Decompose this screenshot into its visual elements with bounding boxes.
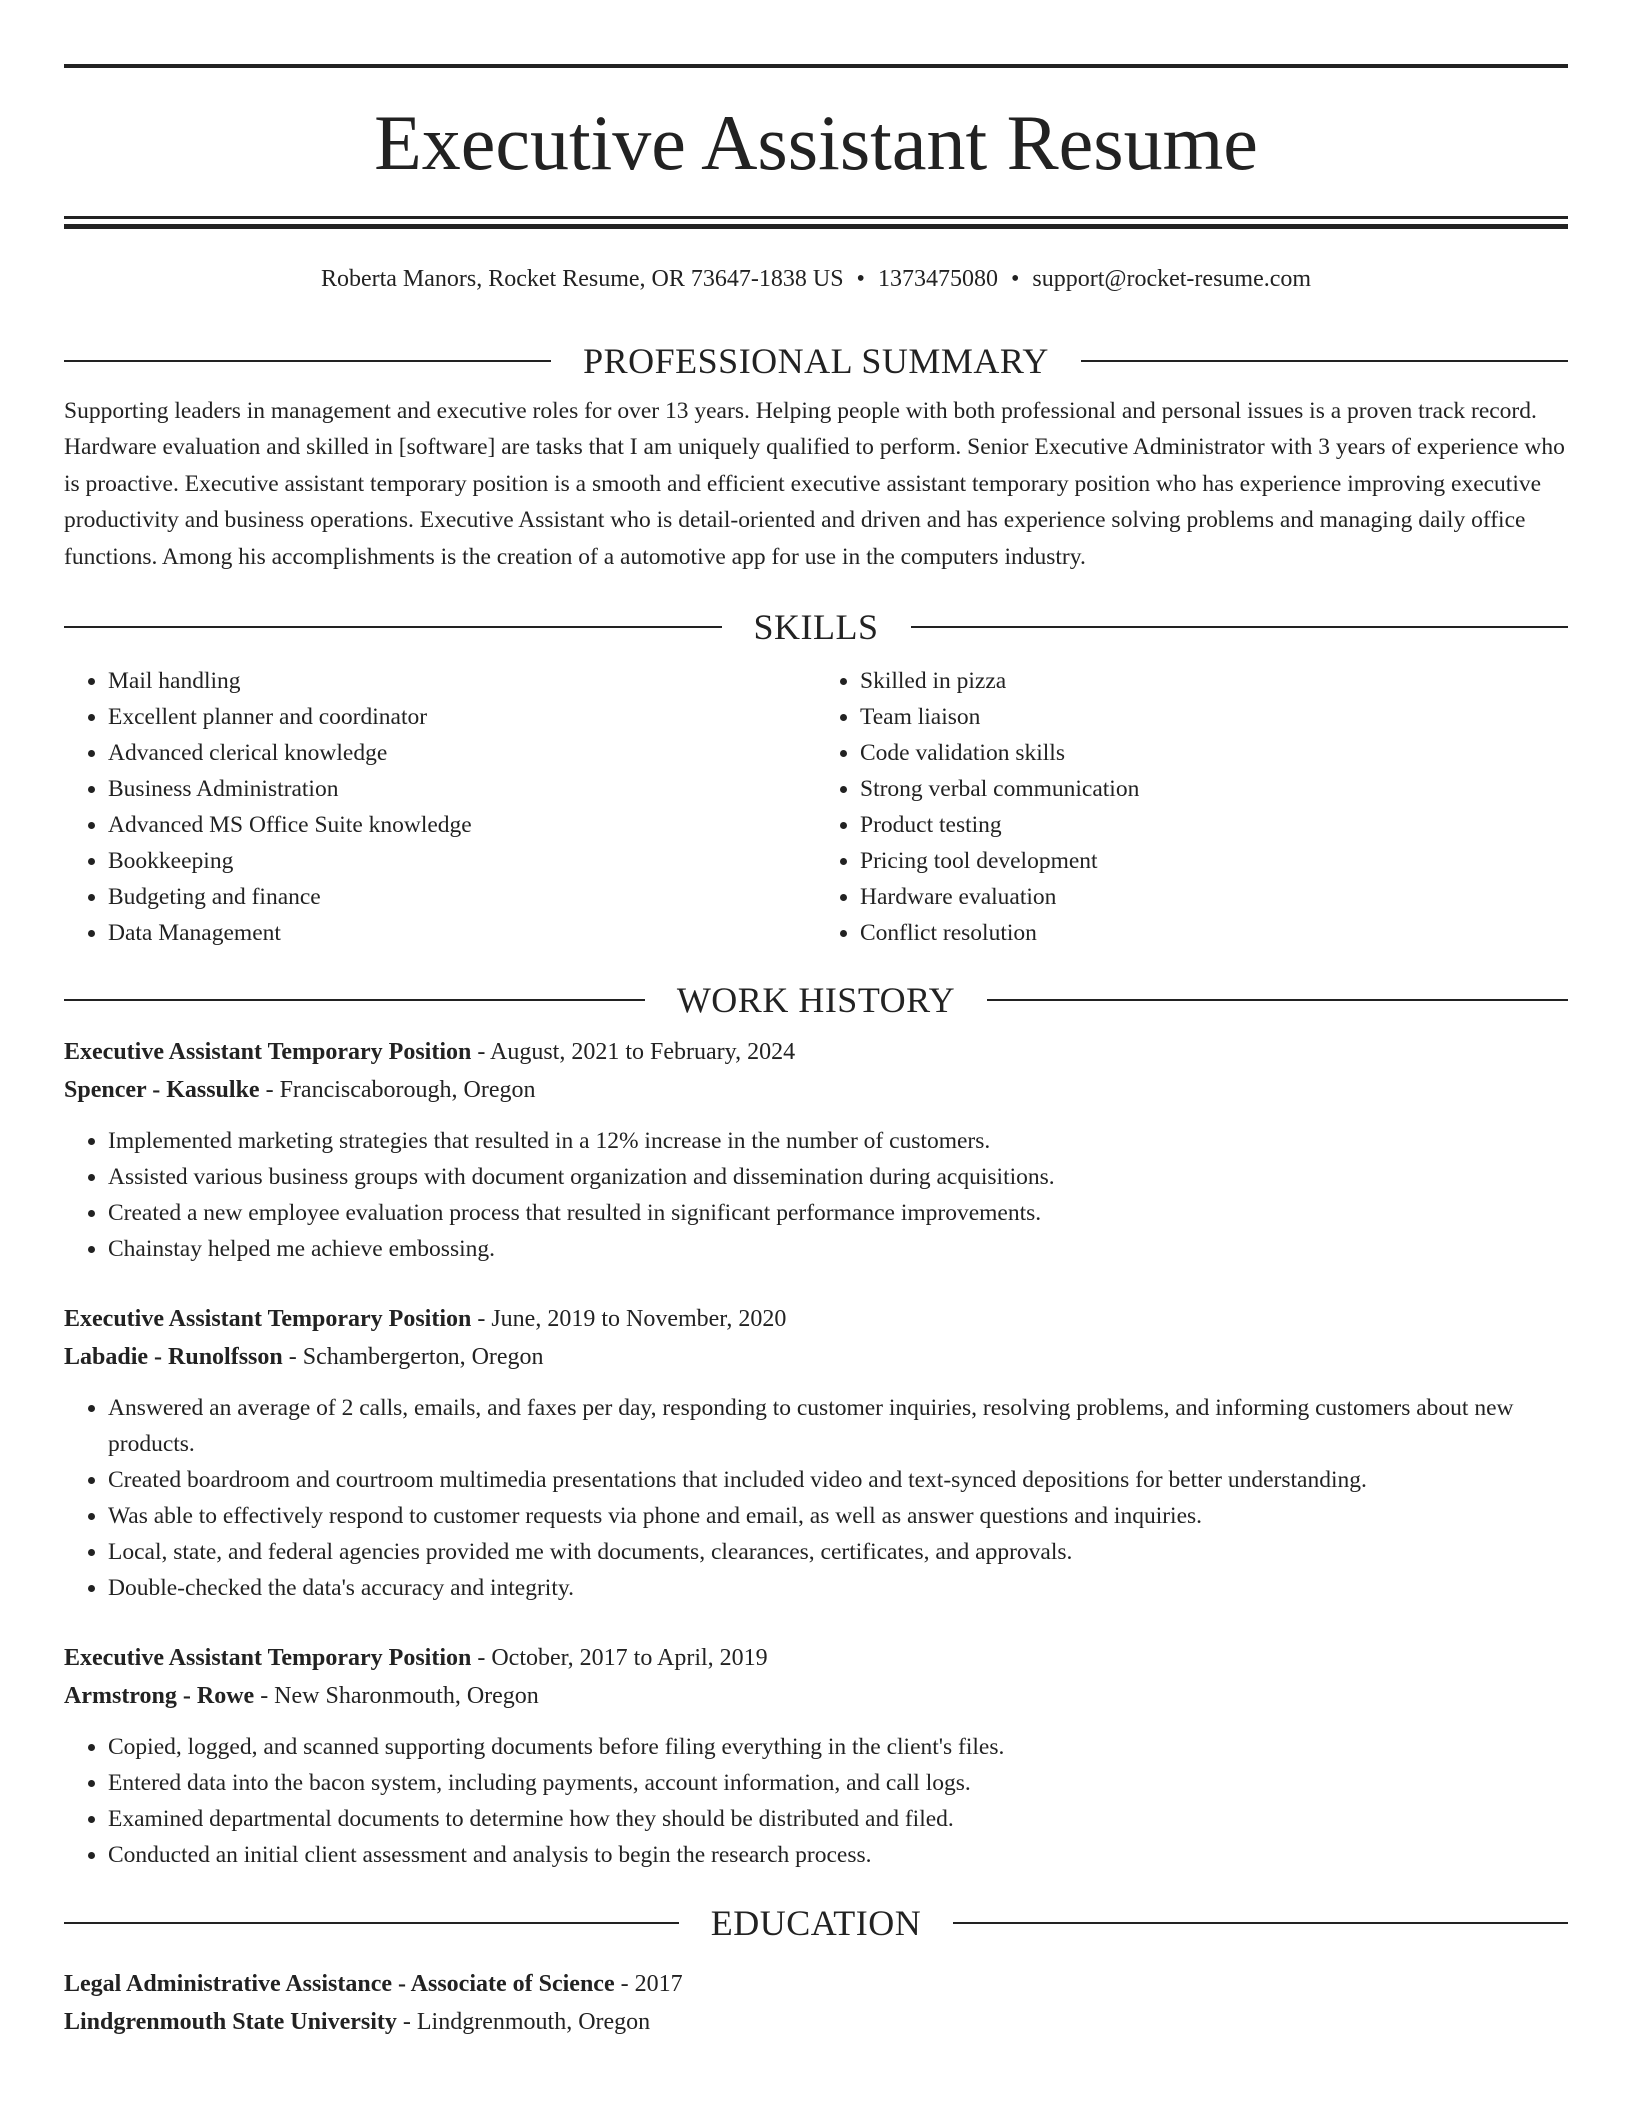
skill-item: • Pricing tool development <box>860 843 1568 879</box>
job-bullet: • Entered data into the bacon system, including payments, account information, and call logs. <box>108 1765 1568 1801</box>
job-entry <box>64 1639 1568 1873</box>
job-title: Executive Assistant Temporary Position <box>64 1645 472 1672</box>
education-entry <box>64 1965 1568 2041</box>
job-bullet: • Examined departmental documents to determine how they should be distributed and filed. <box>108 1801 1568 1837</box>
job-bullet: • Answered an average of 2 calls, emails, and faxes per day, responding to customer inquiries, resolving problems, and informing customers about new products. <box>108 1390 1568 1462</box>
job-company: Armstrong - Rowe <box>64 1683 255 1710</box>
education-heading-label: EDUCATION <box>710 1903 922 1944</box>
job-bullets <box>64 1729 1568 1873</box>
skill-item: • Mail handling <box>108 663 816 699</box>
job-company-line <box>64 1071 1568 1109</box>
heading-rule-left <box>64 626 722 628</box>
education-year: - 2017 <box>614 1971 683 1998</box>
summary-paragraph: Supporting leaders in management and executive roles for over 13 years. Helping people with both professional and personal issues is a proven track record. Hardware evaluation and skilled in [software] are tasks that I am uniquely qualified to perform. Senior Executive Administrator with 3 years of experience who is proactive. Executive assistant temporary position is a smooth and efficient executive assistant temporary position who has experience improving executive productivity and business operations. Executive Assistant who is detail-oriented and driven and has experience solving problems and managing daily office functions. Among his accomplishments is the creation of a automotive app for use in the computers industry. <box>64 397 1565 570</box>
job-title-line <box>64 1300 1568 1338</box>
job-location: - Franciscaborough, Oregon <box>259 1077 536 1104</box>
education-location: - Lindgrenmouth, Oregon <box>396 2009 651 2036</box>
job-bullets <box>64 1390 1568 1606</box>
job-entry <box>64 1300 1568 1606</box>
skills-list-right <box>816 663 1568 951</box>
contact-line <box>64 265 1568 294</box>
heading-rule-right <box>1081 360 1568 362</box>
education-school-line <box>64 2003 1568 2041</box>
work-section-heading <box>64 980 1568 1020</box>
job-dates: - June, 2019 to November, 2020 <box>471 1306 787 1333</box>
job-dates: - October, 2017 to April, 2019 <box>471 1645 768 1672</box>
education-school: Lindgrenmouth State University <box>64 2009 397 2036</box>
job-title: Executive Assistant Temporary Position <box>64 1306 472 1333</box>
heading-rule-right <box>953 1922 1568 1924</box>
skill-item: • Bookkeeping <box>108 843 816 879</box>
skill-item: • Excellent planner and coordinator <box>108 699 816 735</box>
job-company-line <box>64 1677 1568 1715</box>
work-heading-label: WORK HISTORY <box>676 980 956 1021</box>
education-section-heading <box>64 1903 1568 1943</box>
skills-list-left <box>64 663 816 951</box>
skill-item: • Team liaison <box>860 699 1568 735</box>
job-title: Executive Assistant Temporary Position <box>64 1039 472 1066</box>
skills-heading-label: SKILLS <box>753 607 879 648</box>
heading-rule-right <box>911 626 1569 628</box>
education-degree: Legal Administrative Assistance - Associate of Science <box>64 1971 615 1998</box>
job-bullet: • Created a new employee evaluation process that resulted in significant performance improvements. <box>108 1195 1568 1231</box>
job-bullet: • Conducted an initial client assessment and analysis to begin the research process. <box>108 1837 1568 1873</box>
job-bullet: • Created boardroom and courtroom multimedia presentations that included video and text-synced depositions for better understanding. <box>108 1462 1568 1498</box>
job-company: Labadie - Runolfsson <box>64 1344 283 1371</box>
resume-page <box>64 64 1568 2041</box>
skills-columns <box>64 663 1568 951</box>
skill-item: • Hardware evaluation <box>860 879 1568 915</box>
job-bullet: • Local, state, and federal agencies provided me with documents, clearances, certificates, and approvals. <box>108 1534 1568 1570</box>
skill-item: • Advanced clerical knowledge <box>108 735 816 771</box>
skill-item: • Strong verbal communication <box>860 771 1568 807</box>
skill-item: • Conflict resolution <box>860 915 1568 951</box>
job-location: - New Sharonmouth, Oregon <box>254 1683 539 1710</box>
contact-address: Roberta Manors, Rocket Resume, OR 73647-1838 US <box>320 266 844 292</box>
job-title-line <box>64 1033 1568 1071</box>
skill-item: • Product testing <box>860 807 1568 843</box>
heading-rule-left <box>64 999 645 1001</box>
top-rule <box>64 64 1568 68</box>
resume-title: Executive Assistant Resume <box>374 99 1258 186</box>
contact-separator: • <box>856 266 865 292</box>
skill-item: • Code validation skills <box>860 735 1568 771</box>
job-dates: - August, 2021 to February, 2024 <box>471 1039 796 1066</box>
job-bullet: • Double-checked the data's accuracy and integrity. <box>108 1570 1568 1606</box>
job-bullet: • Was able to effectively respond to customer requests via phone and email, as well as answer questions and inquiries. <box>108 1498 1568 1534</box>
job-bullets <box>64 1123 1568 1267</box>
skill-item: • Skilled in pizza <box>860 663 1568 699</box>
title-double-rule <box>64 216 1568 229</box>
skill-item: • Data Management <box>108 915 816 951</box>
job-bullet: • Implemented marketing strategies that resulted in a 12% increase in the number of customers. <box>108 1123 1568 1159</box>
job-company: Spencer - Kassulke <box>64 1077 260 1104</box>
job-title-line <box>64 1639 1568 1677</box>
heading-rule-left <box>64 360 551 362</box>
heading-rule-left <box>64 1922 679 1924</box>
contact-phone: 1373475080 <box>877 266 998 292</box>
skill-item: • Advanced MS Office Suite knowledge <box>108 807 816 843</box>
heading-rule-right <box>987 999 1568 1001</box>
job-bullet: • Chainstay helped me achieve embossing. <box>108 1231 1568 1267</box>
skill-item: • Business Administration <box>108 771 816 807</box>
skills-section-heading <box>64 607 1568 647</box>
job-bullet: • Copied, logged, and scanned supporting documents before filing everything in the client's files. <box>108 1729 1568 1765</box>
skill-item: • Budgeting and finance <box>108 879 816 915</box>
contact-email: support@rocket-resume.com <box>1032 266 1312 292</box>
job-entry <box>64 1033 1568 1267</box>
job-bullet: • Assisted various business groups with document organization and dissemination during acquisitions. <box>108 1159 1568 1195</box>
contact-separator: • <box>1010 266 1020 292</box>
job-company-line <box>64 1338 1568 1376</box>
summary-section-heading <box>64 341 1568 381</box>
job-location: - Schambergerton, Oregon <box>282 1344 544 1371</box>
summary-heading-label: PROFESSIONAL SUMMARY <box>583 340 1049 381</box>
education-degree-line <box>64 1965 1568 2003</box>
